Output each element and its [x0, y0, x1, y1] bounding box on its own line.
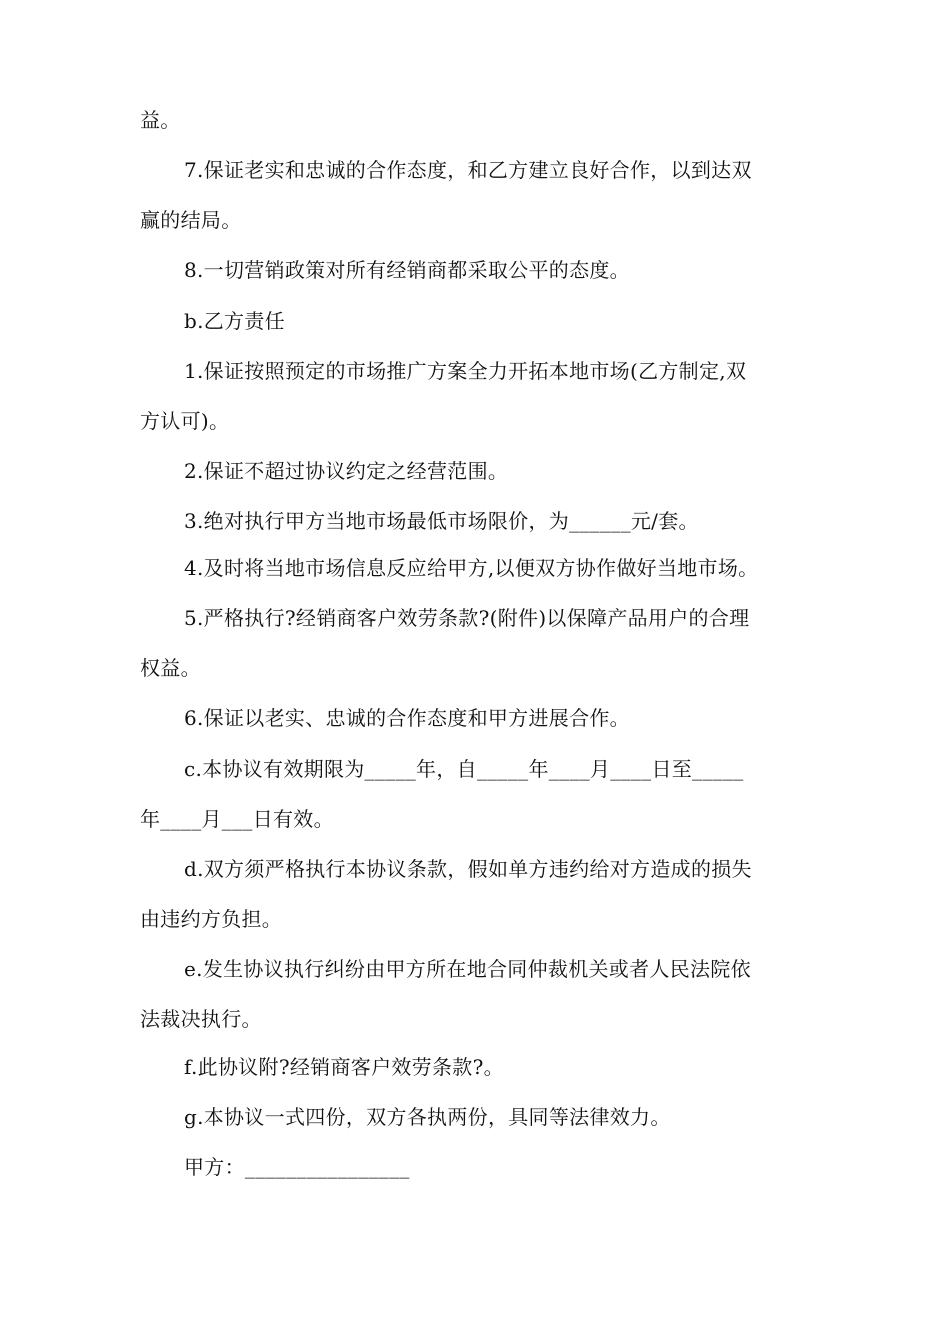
clause-g: g.本协议一式四份，双方各执两份，具同等法律效力。 [184, 1105, 671, 1129]
clause-b4: 4.及时将当地市场信息反应给甲方,以便双方协作做好当地市场。 [184, 556, 759, 580]
clause-8: 8.一切营销政策对所有经销商都采取公平的态度。 [184, 258, 630, 282]
clause-7-line-1: 7.保证老实和忠诚的合作态度，和乙方建立良好合作，以到达双 [184, 158, 752, 182]
clause-b1-line-1: 1.保证按照预定的市场推广方案全力开拓本地市场(乙方制定,双 [184, 359, 747, 383]
clause-b1-line-2: 方认可)。 [140, 409, 230, 433]
text-line: 益。 [140, 108, 181, 132]
clause-e-line-1: e.发生协议执行纠纷由甲方所在地合同仲裁机关或者人民法院依 [184, 957, 751, 981]
clause-e-line-2: 法裁决执行。 [140, 1007, 262, 1031]
clause-c-line-1: c.本协议有效期限为_____年，自_____年____月____日至_____ [184, 757, 744, 781]
clause-7-line-2: 赢的结局。 [140, 208, 242, 232]
section-b-heading: b.乙方责任 [184, 309, 285, 333]
clause-c-line-2: 年____月___日有效。 [140, 807, 334, 831]
party-a-signature-line: 甲方：________________ [184, 1155, 410, 1179]
clause-b6: 6.保证以老实、忠诚的合作态度和甲方进展合作。 [184, 706, 630, 730]
clause-f: f.此协议附?经销商客户效劳条款?。 [184, 1055, 504, 1079]
clause-d-line-1: d.双方须严格执行本协议条款，假如单方违约给对方造成的损失 [184, 857, 752, 881]
clause-d-line-2: 由违约方负担。 [140, 907, 283, 931]
clause-b5-line-2: 权益。 [140, 656, 201, 680]
clause-b5-line-1: 5.严格执行?经销商客户效劳条款?(附件)以保障产品用户的合理 [184, 606, 750, 630]
clause-b3: 3.绝对执行甲方当地市场最低市场限价，为______元/套。 [184, 509, 699, 533]
clause-b2: 2.保证不超过协议约定之经营范围。 [184, 459, 509, 483]
